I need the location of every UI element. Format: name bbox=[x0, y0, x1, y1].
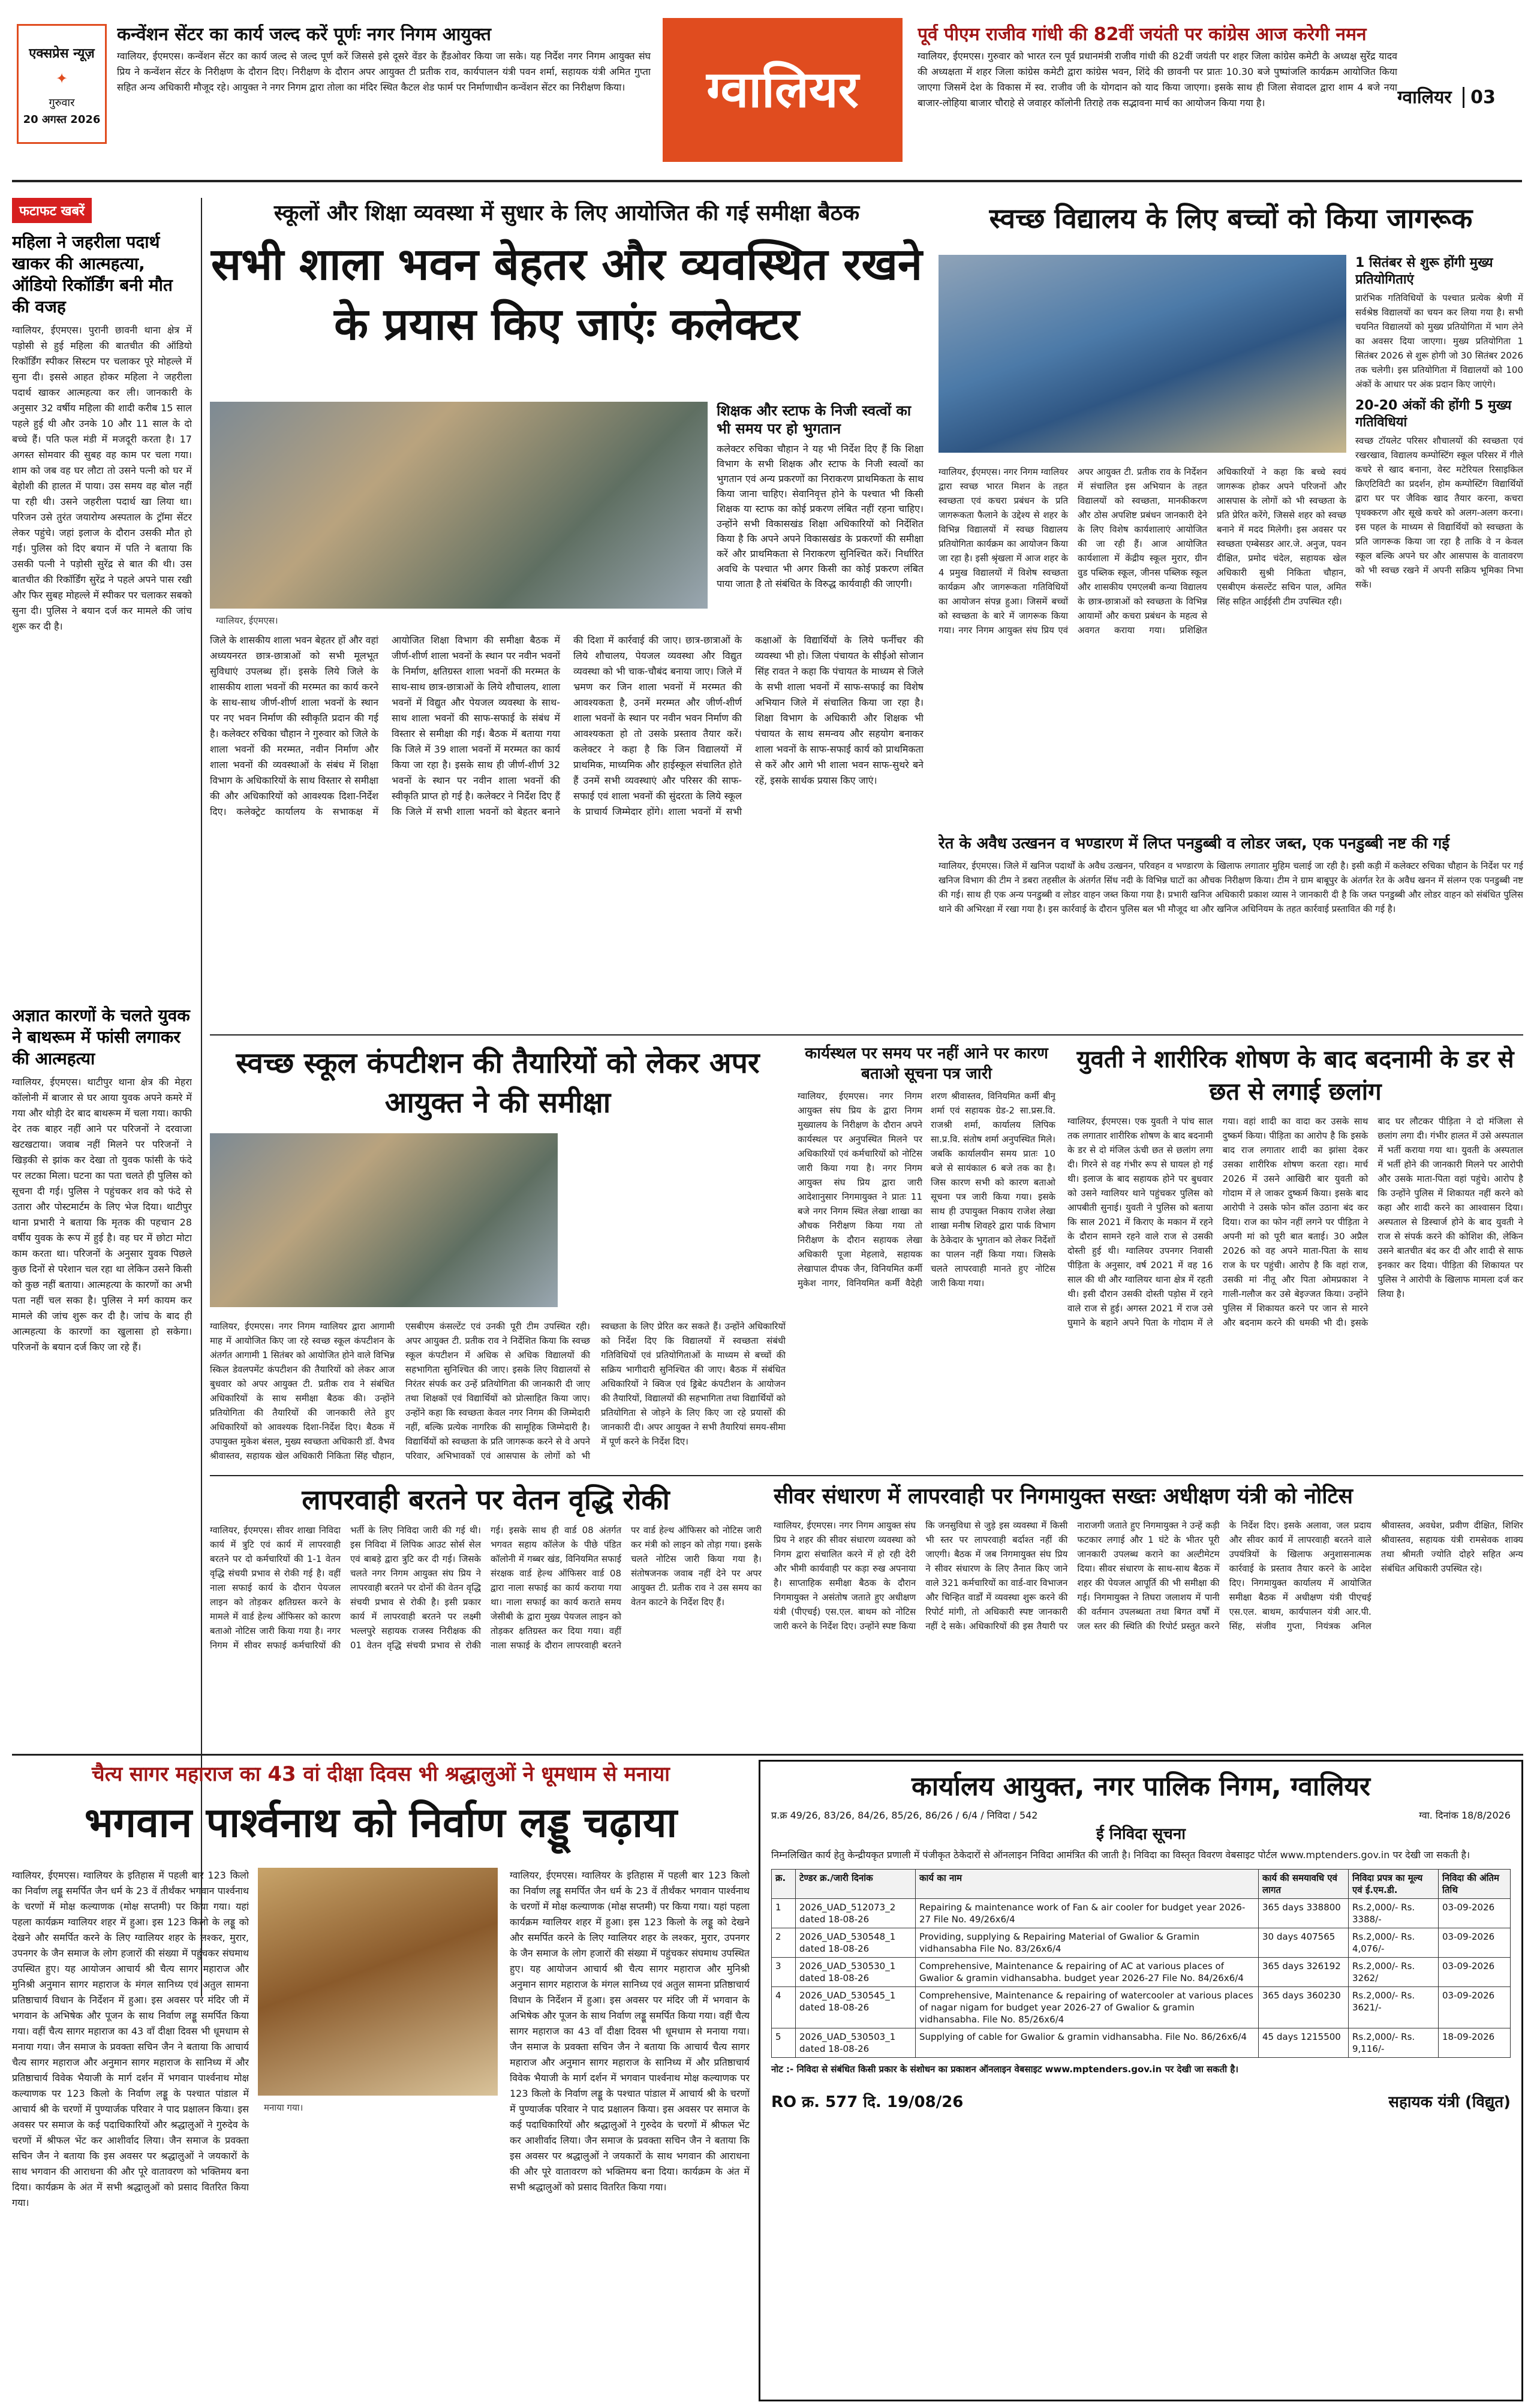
tender-cell: 03-09-2026 bbox=[1439, 1986, 1511, 2028]
main-headline: सभी शाला भवन बेहतर और व्यवस्थित रखने के प्रयास किए जाएंः कलेक्टर bbox=[211, 239, 922, 351]
workplace-story bbox=[798, 1043, 1055, 1469]
left-sidebar bbox=[12, 198, 192, 1997]
sewer-headline: सीवर संधारण में लापरवाही पर निगमायुक्त सख्तः अधीक्षण यंत्री को नोटिस bbox=[774, 1484, 1353, 1509]
tender-intro: निम्नलिखित कार्य हेतु केन्द्रीयकृत प्रणाली में पंजीकृत ठेकेदारों से ऑनलाइन निविदा आमंत्रित की जाती है। निविदा का विस्तृत विवरण वेबसाइट पोर्टल www.mptenders.gov.in पर देखी जा सकती है। bbox=[771, 1849, 1470, 1861]
tender-cell: Rs.2,000/- Rs. 3262/ bbox=[1349, 1957, 1439, 1986]
tender-cell: 3 bbox=[772, 1957, 796, 1986]
sidebar-tag: फटाफट खबरें bbox=[12, 198, 92, 223]
tender-cell: 03-09-2026 bbox=[1439, 1928, 1511, 1957]
tender-cell: Rs.2,000/- Rs. 3621/- bbox=[1349, 1986, 1439, 2028]
tender-cell: 45 days 1215500 bbox=[1259, 2028, 1349, 2057]
issue-day: गुरुवार bbox=[49, 97, 75, 109]
divider-3 bbox=[12, 1754, 1523, 1756]
competition-headline: स्वच्छ स्कूल कंपटीशन की तैयारियों को लेकर अपर आयुक्त ने की समीक्षा bbox=[236, 1046, 760, 1119]
swachh-text: ग्वालियर, ईएमएस। नगर निगम ग्वालियर द्वारा स्वच्छ भारत मिशन के तहत स्वच्छता एवं कचरा प्रबंधन के प्रति जागरूकता फैलाने के उद्देश्य से शहर के विभिन्न विद्यालयों में स्वच्छ विद्यालय प्रतियोगिता कार्यक्रम का आयोजन किया जा रहा है। इसी श्रृंखला में आज शहर के 4 प्रमुख विद्यालयों में विशेष स्वच्छता कार्यक्रम और जागरूकता गतिविधियों का आयोजन संपन्न हुआ। जिसमें बच्चों को स्वच्छता के बारे में जागरूक किया गया। नगर निगम आयुक्त संघ प्रिय एवं अपर आयुक्त टी. प्रतीक राव के निर्देशन में संचालित इस अभियान के तहत विद्यालयों को स्वच्छता, मानकीकरण और ठोस अपशिष्ट प्रबंधन जानकारी देने के लिए विशेष कार्यशालाएं आयोजित की जा रही हैं। आज आयोजित कार्यशाला में केंद्रीय स्कूल मुरार, ग्रीन वुड पब्लिक स्कूल, जीनस पब्लिक स्कूल और शासकीय एमएलबी कन्या विद्यालय के छात्र-छात्राओं को स्वच्छता के विभिन्न आयामों और कचरा प्रबंधन के महत्व से अवगत कराया गया। प्रशिक्षित अधिकारियों ने कहा कि बच्चे स्वयं जागरूक होकर अपने परिजनों और आसपास के लोगों को भी स्वच्छता के प्रति प्रेरित करेंगे, जिससे शहर को स्वच्छ बनाने में मदद मिलेगी। इस अवसर पर स्वच्छता एम्बेसडर आर.जे. अनुज, पवन दीक्षित, प्रमोद चंदेल, सहायक खेल अधिकारी सुश्री निकिता चौहान, एसबीएम कंसल्टेंट सचिन पाल, अमित सिंह सहित आईईसी टीम उपस्थित रही। bbox=[939, 466, 1346, 636]
tender-cell: 03-09-2026 bbox=[1439, 1957, 1511, 1986]
tender-row bbox=[772, 1898, 1511, 1928]
main-kicker: स्कूलों और शिक्षा व्यवस्था में सुधार के लिए आयोजित की गई समीक्षा बैठक bbox=[273, 201, 860, 225]
tender-note: नोट :- निविदा से संबंधित किसी प्रकार के संशोधन का प्रकाशन ऑनलाइन वेबसाइट www.mptenders.gov.in पर देखी जा सकती है। bbox=[771, 2063, 1239, 2075]
tender-ro: RO क्र. 577 दि. 19/08/26 bbox=[771, 2093, 964, 2111]
tender-cell: Rs.2,000/- Rs. 3388/- bbox=[1349, 1898, 1439, 1928]
main-sidebox-headline: शिक्षक और स्टाफ के निजी स्वत्वों का भी समय पर हो भुगतान bbox=[717, 402, 912, 437]
tender-col-header: निविदा प्रपत्र का मूल्य एवं ई.एम.डी. bbox=[1349, 1869, 1439, 1898]
tender-row bbox=[772, 2028, 1511, 2057]
tender-table-header bbox=[772, 1869, 1511, 1898]
page-number: 03 bbox=[1463, 87, 1496, 108]
main-caption: ग्वालियर, ईएमएस। bbox=[216, 615, 278, 626]
increment-text: ग्वालियर, ईएमएस। सीवर शाखा निविदा कार्य में त्रुटि एवं कार्य में लापरवाही बरतने पर दो कर्मचारियों की 1-1 वेतन वृद्धि संचयी प्रभाव से रोकी गई है। वहीं नाला सफाई कार्य के दौरान पेयजल लाइन को तोड़कर क्षतिग्रस्त करने के मामले में वार्ड हेल्थ ऑफिसर को कारण बताओ नोटिस जारी किया गया है। नगर निगम में सीवर सफाई कर्मचारियों की भर्ती के लिए निविदा जारी की गई थी। इस निविदा में लिपिक आउट सोर्स सेल एवं बाबड़े द्वारा त्रुटि कर दी गई। जिसके चलते नगर निगम आयुक्त संघ प्रिय ने लापरवाही बरतने पर दोनों की वेतन वृद्धि संचयी प्रभाव से रोकी है। इसी प्रकार कार्य में लापरवाही बरतने पर लक्ष्मी भल्लपुरे सहायक राजस्व निरीक्षक की 01 वेतन वृद्धि संचयी प्रभाव से रोकी गई। इसके साथ ही वार्ड 08 अंतर्गत भगवत सहाय कॉलेज के पीछे पंडित कॉलोनी में गब्बर खंड, विनियमित सफाई संरक्षक वार्ड हेल्थ ऑफिसर वार्ड 08 द्वारा नाला सफाई का कार्य कराया गया था। नाला सफाई का कार्य कराते समय जेसीबी के द्वारा मुख्य पेयजल लाइन को तोड़कर क्षतिग्रस्त कर दिया गया। वहीं नाला सफाई के दौरान लापरवाही बरतने पर वार्ड हेल्थ ऑफिसर को नोटिस जारी कर मंत्री को लाइन को तोड़ा गया। इसके चलते नोटिस जारी किया गया है। संतोषजनक जवाब नहीं देने पर अपर आयुक्त टी. प्रतीक राव ने उस समय का वेतन काटने के निर्देश दिए हैं। bbox=[210, 1525, 762, 1651]
tender-notice-title: ई निविदा सूचना bbox=[1096, 1825, 1186, 1843]
swachh-box-headline-2: 20-20 अंकों की होंगी 5 मुख्य गतिविधियां bbox=[1355, 398, 1512, 430]
city-name: ग्वालियर bbox=[706, 60, 859, 119]
tender-notice bbox=[759, 1760, 1523, 2401]
main-photo bbox=[210, 402, 708, 609]
nirvan-text-left: ग्वालियर, ईएमएस। ग्वालियर के इतिहास में पहली बार 123 किलो का निर्वाण लड्डू समर्पित जैन धर्म के 23 वें तीर्थंकर भगवान पार्श्वनाथ के चरणों में मोक्ष कल्याणक (मोक्ष सप्तमी) पर किया गया। यहां पहला कार्यक्रम ग्वालियर शहर में हुआ। इस 123 किलो के लड्डू को देखने और समर्पित करने के लिए ग्वालियर शहर के लश्कर, मुरार, उपनगर के जैन समाज के लोग हजारों की संख्या में पहुंचकर संघमाथ उपस्थित हुए। यह आयोजन आचार्य श्री चैत्य सागर महाराज और मुनिश्री अनुमान सागर महाराज के मंगल सानिध्य एवं अतुल सामना प्रतिष्ठाचार्य विधान के निर्देशन में हुआ। इस अवसर पर मंदिर जी में भगवान के अभिषेक और पूजन के साथ निर्वाण लड्डू समर्पित किया गया। वहीं चैत्य सागर महाराज का 43 वाँ दीक्षा दिवस भी धूमधाम से मनाया गया। जैन समाज के प्रवक्ता सचिन जैन ने बताया कि आचार्य चैत्य सागर महाराज और अनुमान सागर महाराज के सानिध्य में और प्रतिष्ठाचार्य विवेक भैयाजी के मार्ग दर्शन में भगवान पार्श्वनाथ मोक्ष कल्याणक पर 123 किलो के निर्वाण लड्डू के पश्चात पांडाल में आचार्य श्री के चरणों में पुण्यार्जक परिवार ने पाद प्रक्षालन किया। इस अवसर पर समाज के कई पदाधिकारियों और श्रद्धालुओं ने गुरुदेव के चरणों में श्रीफल भेंट कर आशीर्वाद लिया। जैन समाज के प्रवक्ता सचिन जैन ने बताया कि इस अवसर पर श्रद्धालुओं ने जयकारों के साथ भगवान की आराधना की और पूरे वातावरण को भक्तिमय बना दिया। कार्यक्रम के अंत में सभी श्रद्धालुओं को प्रसाद वितरित किया गया। bbox=[12, 1870, 249, 2208]
tender-cell: 2026_UAD_530503_1 dated 18-08-26 bbox=[796, 2028, 916, 2057]
workplace-text: ग्वालियर, ईएमएस। नगर निगम आयुक्त संघ प्रिय के द्वारा निगम मुख्यालय के निरीक्षण के दौरान अपने कार्यस्थल पर अनुपस्थित मिलने पर अधिकारियों एवं कर्मचारियों को नोटिस जारी किया गया है। नगर निगम आयुक्त संघ प्रिय द्वारा जारी आदेशानुसार निगमायुक्त ने प्रातः 11 बजे नगर निगम स्थित लेखा शाखा का औचक निरीक्षण किया गया तो निरीक्षण के दौरान सहायक लेखा अधिकारी पूजा मेहलावे, सहायक लेखापाल दीपक जैन, विनियमित कर्मी मुकेश नागर, विनियमित कर्मी वैदेही शरण श्रीवास्तव, विनियमित कर्मी बीनू शर्मा एवं सहायक ग्रेड-2 सा.प्रस.वि. राजश्री शर्मा, कार्यालय लिपिक सा.प्र.वि. संतोष शर्मा अनुपस्थित मिले। जबकि कार्यालयीन समय प्रातः 10 बजे से सायंकाल 6 बजे तक का है। जिस कारण सभी को कारण बताओ सूचना पत्र जारी किया गया। इसके साथ ही उपायुक्त निकाय राजेश लेखा शाखा मनीष शिवहरे द्वारा पार्क विभाग के ठेकेदार के भुगतान को लेकर निर्देशों का पालन नहीं किया गया। जिसके चलते लापरवाही मानते हुए नोटिस जारी किया गया। bbox=[798, 1091, 1055, 1289]
tender-cell: Rs.2,000/- Rs. 9,116/- bbox=[1349, 2028, 1439, 2057]
tender-cell: 1 bbox=[772, 1898, 796, 1928]
main-sidebox-text: कलेक्टर रुचिका चौहान ने यह भी निर्देश दिए हैं कि शिक्षा विभाग के सभी शिक्षक और स्टाफ के निजी स्वत्वों का भुगतान एवं अन्य प्रकरणों का निराकरण प्राथमिकता के साथ किया जाना चाहिए। सेवानिवृत्त होने के पश्चात भी किसी शिक्षक या स्टाफ का कोई प्रकरण लंबित नहीं रहना चाहिए। उन्होंने सभी विकासखंड शिक्षा अधिकारियों को निर्देशित किया है कि अपने अपने विकासखंड के प्रकरणों की समीक्षा करें और प्राथमिकता से निराकरण सुनिश्चित करें। निर्धारित अवधि के पश्चात भी अगर किसी का कोई प्रकरण लंबित पाया जाता है तो संबंधित के विरुद्ध कार्यवाही की जाएगी। bbox=[717, 443, 924, 589]
sidebar-headline-2: अज्ञात कारणों के चलते युवक ने बाथरूम में फांसी लगाकर की आत्महत्या bbox=[12, 1006, 190, 1068]
masthead bbox=[0, 0, 1534, 192]
brand-name: एक्सप्रेस न्यूज़ bbox=[29, 46, 95, 61]
tender-cell: Comprehensive, Maintenance & repairing of watercooler at various places of nagar nigam for budget year 2026-27 of Gwalior & gramin vidhansabha. File No. 85/26x6/4 bbox=[916, 1986, 1259, 2028]
tender-col-header: टेण्डर क्र./जारी दिनांक bbox=[796, 1869, 916, 1898]
tender-col-header: कार्य का नाम bbox=[916, 1869, 1259, 1898]
tender-cell: 18-09-2026 bbox=[1439, 2028, 1511, 2057]
page-label bbox=[1397, 84, 1523, 120]
top-left-text: ग्वालियर, ईएमएस। कन्वेंशन सेंटर का कार्य जल्द से जल्द पूर्ण करें जिससे इसे दूसरे वेंडर के हैंडओवर किया जा सके। यह निर्देश नगर निगम आयुक्त संघ प्रिय ने कन्वेंशन सेंटर के निरीक्षण के दौरान दिए। निरीक्षण के दौरान अपर आयुक्त टी प्रतीक राव, कार्यपालन यंत्री पवन शर्मा, सहायक यंत्री अमित गुप्ता सहित अन्य अधिकारी मौजूद रहे। आयुक्त ने नगर निगम द्वारा तोला का मंदिर स्थित कैटल शेड फार्म पर निर्माणाधीन कन्वेंशन सेंटर का निरीक्षण किया। bbox=[117, 50, 651, 94]
swachh-photo bbox=[939, 255, 1346, 453]
tender-title: कार्यालय आयुक्त, नगर पालिक निगम, ग्वालियर bbox=[911, 1771, 1371, 1802]
tender-table bbox=[771, 1869, 1511, 2058]
tender-cell: 365 days 338800 bbox=[1259, 1898, 1349, 1928]
divider-1 bbox=[210, 1034, 1523, 1036]
assault-headline: युवती ने शारीरिक शोषण के बाद बदनामी के डर से छत से लगाई छलांग bbox=[1076, 1046, 1514, 1106]
swachh-box-headline-1: 1 सितंबर से शुरू होंगी मुख्य प्रतियोगिताएं bbox=[1355, 255, 1493, 287]
tender-cell: Rs.2,000/- Rs. 4,076/- bbox=[1349, 1928, 1439, 1957]
divider-2 bbox=[210, 1475, 1523, 1476]
sidebar-headline-1: महिला ने जहरीला पदार्थ खाकर की आत्महत्या, ऑडियो रिकॉर्डिंग बनी मौत की वजह bbox=[12, 232, 173, 317]
tender-col-header: निविदा की अंतिम तिथि bbox=[1439, 1869, 1511, 1898]
nirvan-text-right: ग्वालियर, ईएमएस। ग्वालियर के इतिहास में पहली बार 123 किलो का निर्वाण लड्डू समर्पित जैन धर्म के 23 वें तीर्थंकर भगवान पार्श्वनाथ के चरणों में मोक्ष कल्याणक (मोक्ष सप्तमी) पर किया गया। यहां पहला कार्यक्रम ग्वालियर शहर में हुआ। इस 123 किलो के लड्डू को देखने और समर्पित करने के लिए ग्वालियर शहर के लश्कर, मुरार, उपनगर के जैन समाज के लोग हजारों की संख्या में पहुंचकर संघमाथ उपस्थित हुए। यह आयोजन आचार्य श्री चैत्य सागर महाराज और मुनिश्री अनुमान सागर महाराज के मंगल सानिध्य एवं अतुल सामना प्रतिष्ठाचार्य विधान के निर्देशन में हुआ। इस अवसर पर मंदिर जी में भगवान के अभिषेक और पूजन के साथ निर्वाण लड्डू समर्पित किया गया। वहीं चैत्य सागर महाराज का 43 वाँ दीक्षा दिवस भी धूमधाम से मनाया गया। जैन समाज के प्रवक्ता सचिन जैन ने बताया कि आचार्य चैत्य सागर महाराज और अनुमान सागर महाराज के सानिध्य में और प्रतिष्ठाचार्य विवेक भैयाजी के मार्ग दर्शन में भगवान पार्श्वनाथ मोक्ष कल्याणक पर 123 किलो के निर्वाण लड्डू के पश्चात पांडाल में आचार्य श्री के चरणों में पुण्यार्जक परिवार ने पाद प्रक्षालन किया। इस अवसर पर समाज के कई पदाधिकारियों और श्रद्धालुओं ने गुरुदेव के चरणों में श्रीफल भेंट कर आशीर्वाद लिया। जैन समाज के प्रवक्ता सचिन जैन ने बताया कि इस अवसर पर श्रद्धालुओं ने जयकारों के साथ भगवान की आराधना की और पूरे वातावरण को भक्तिमय बना दिया। कार्यक्रम के अंत में सभी श्रद्धालुओं को प्रसाद वितरित किया गया। bbox=[510, 1870, 750, 2193]
main-story bbox=[210, 201, 924, 1025]
sand-story bbox=[939, 833, 1523, 1031]
city-label: ग्वालियर bbox=[1397, 87, 1452, 108]
sidebar-divider bbox=[201, 198, 202, 1997]
swachh-sidebox bbox=[1355, 255, 1523, 782]
nirvan-kicker: चैत्य सागर महाराज का 43 वां दीक्षा दिवस भी श्रद्धालुओं ने धूमधाम से मनाया bbox=[92, 1762, 670, 1786]
tender-ref-left: प्र.क्र 49/26, 83/26, 84/26, 85/26, 86/26 / 6/4 / निविदा / 542 bbox=[771, 1810, 1038, 1821]
swachh-box-text-1: प्रारंभिक गतिविधियों के पश्चात प्रत्येक श्रेणी में सर्वश्रेष्ठ विद्यालयों का चयन कर लिया गया है। सभी चयनित विद्यालयों को मुख्य प्रतियोगिता में भाग लेने का अवसर दिया जाएगा। मुख्य प्रतियोगिता 1 सितंबर 2026 से शुरू होगी जो 30 सितंबर 2026 तक चलेगी। इस प्रतियोगिता में विद्यालयों को 100 अंकों के आधार पर अंक प्रदान किए जाएंगे। bbox=[1355, 293, 1523, 390]
swachh-headline: स्वच्छ विद्यालय के लिए बच्चों को किया जागरूक bbox=[989, 202, 1473, 234]
tender-footer bbox=[771, 2090, 1511, 2112]
masthead-rule bbox=[12, 180, 1522, 182]
tender-table-body bbox=[772, 1898, 1511, 2057]
tender-ref-right: ग्वा. दिनांक 18/8/2026 bbox=[1419, 1810, 1511, 1821]
sewer-story bbox=[774, 1481, 1523, 1745]
tender-col-header: कार्य की समयावधि एवं लागत bbox=[1259, 1869, 1349, 1898]
tender-cell: 2 bbox=[772, 1928, 796, 1957]
sand-headline: रेत के अवैध उत्खनन व भण्डारण में लिप्त पनडुब्बी व लोडर जब्त, एक पनडुब्बी नष्ट की गई bbox=[939, 835, 1450, 853]
sidebar-text-2: ग्वालियर, ईएमएस। थाटीपुर थाना क्षेत्र की मेहरा कॉलोनी में बाजार से घर आया युवक अपने कमरे में गया और थोड़ी देर बाद बाथरूम में चला गया। काफी देर तक बाहर नहीं आने पर परिजनों ने दरवाजा खटखटाया। जवाब नहीं मिलने पर परिजनों ने खिड़की से झांक कर देखा तो युवक फांसी के फंदे पर लटका मिला। घटना का पता चलते ही पुलिस को सूचना दी गई। पुलिस ने पहुंचकर शव को फंदे से उतारा और पोस्टमार्टम के लिए भेज दिया। थाटीपुर थाना प्रभारी ने बताया कि मृतक की पहचान 28 वर्षीय युवक के रूप में हुई है। वह घर में छोटा मोटा काम करता था। परिजनों के अनुसार युवक पिछले कुछ दिनों से परेशान चल रहा था लेकिन उसने किसी को कुछ नहीं बताया। आत्महत्या के कारणों का अभी पता नहीं चल सका है। पुलिस ने मर्ग कायम कर मामले की जांच शुरू कर दी है। जांच के बाद ही आत्महत्या के कारणों का खुलासा हो सकेगा। परिजनों के बयान दर्ज किए जा रहे हैं। bbox=[12, 1076, 192, 1353]
tender-cell: 2026_UAD_530530_1 dated 18-08-26 bbox=[796, 1957, 916, 1986]
tender-row bbox=[772, 1928, 1511, 1957]
tender-cell: 365 days 360230 bbox=[1259, 1986, 1349, 2028]
nirvan-story bbox=[12, 1760, 750, 2401]
tender-cell: Comprehensive, Maintenance & repairing of AC at various places of Gwalior & gramin vidhansabha. budget year 2026-27 File No. 84/26x6/4 bbox=[916, 1957, 1259, 1986]
competition-text: ग्वालियर, ईएमएस। नगर निगम ग्वालियर द्वारा आगामी माह में आयोजित किए जा रहे स्वच्छ स्कूल कंपटीशन के अंतर्गत आगामी 1 सितंबर को आयोजित होने वाले विभिन्न स्किल डेवलपमेंट कंपटीशन की तैयारियों को लेकर आज बुधवार को अपर आयुक्त टी. प्रतीक राव ने संबंधित अधिकारियों के साथ समीक्षा बैठक की। उन्होंने प्रतियोगिता की तैयारियों की जानकारी लेते हुए अधिकारियों को आवश्यक दिशा-निर्देश दिए। बैठक में उपायुक्त मुकेश बंसल, मुख्य स्वच्छता अधिकारी डॉ. वैभव श्रीवास्तव, सहायक खेल अधिकारी निकिता सिंह चौहान, एसबीएम कंसल्टेंट एवं उनकी पूरी टीम उपस्थित रही। अपर आयुक्त टी. प्रतीक राव ने निर्देशित किया कि स्वच्छ स्कूल कंपटीशन में अधिक से अधिक विद्यालयों की सहभागिता सुनिश्चित की जाए। इसके लिए विद्यालयों से निरंतर संपर्क कर उन्हें प्रतियोगिता की जानकारी दी जाए तथा शिक्षकों एवं विद्यार्थियों को प्रोत्साहित किया जाए। उन्होंने कहा कि स्वच्छता केवल नगर निगम की जिम्मेदारी नहीं, बल्कि प्रत्येक नागरिक की सामूहिक जिम्मेदारी है। विद्यार्थियों को स्वच्छता के प्रति जागरूक करने से वे अपने परिवार, अभिभावकों एवं आसपास के लोगों को भी स्वच्छता के लिए प्रेरित कर सकते हैं। उन्होंने अधिकारियों को निर्देश दिए कि विद्यालयों में स्वच्छता संबंधी गतिविधियों एवं प्रतियोगिताओं के माध्यम से बच्चों की सक्रिय भागीदारी सुनिश्चित की जाए। बैठक में संबंधित अधिकारियों ने क्विज एवं ड्रिबेट कंपटीशन के आयोजन की तैयारियों, विद्यालयों की सहभागिता तथा विद्यार्थियों को प्रतियोगिता से जोड़ने के लिए किए जा रहे प्रयासों की जानकारी दी। अपर आयुक्त ने सभी तैयारियां समय-सीमा में पूर्ण करने के निर्देश दिए। bbox=[210, 1321, 786, 1461]
tender-cell: 5 bbox=[772, 2028, 796, 2057]
tender-cell: Providing, supplying & Repairing Material of Gwalior & Gramin vidhansabha File No. 83/26x6/4 bbox=[916, 1928, 1259, 1957]
city-banner bbox=[663, 18, 903, 162]
tender-col-header: क्र. bbox=[772, 1869, 796, 1898]
sand-text: ग्वालियर, ईएमएस। जिले में खनिज पदार्थों के अवैध उत्खनन, परिवहन व भण्डारण के खिलाफ लगातार मुहिम चलाई जा रही है। इसी कड़ी में कलेक्टर रुचिका चौहान के निर्देश पर गई खनिज विभाग की टीम ने डबरा तहसील के अंतर्गत सिंध नदी के विभिन्न घाटों का औचक निरीक्षण किया। टीम ने ग्राम बाबूपुर के अंतर्गत रेत के अवैध खनन में संलग्न एक पनडुब्बी नष्ट की गई। साथ ही एक अन्य पनडुब्बी व लोडर वाहन जब्त किया गया है। प्रभारी खनिज अधिकारी प्रकाश व्यास ने जानकारी दी है कि जब्त पनडुब्बी और लोडर वाहन को संबंधित पुलिस थाने की अभिरक्षा में रखा गया है। इस कार्रवाई के दौरान पुलिस बल भी मौजूद था और खनिज अधिनियम के तहत कार्रवाई प्रस्तावित की गई है। bbox=[939, 860, 1523, 914]
tender-cell: 03-09-2026 bbox=[1439, 1898, 1511, 1928]
top-left-headline: कन्वेंशन सेंटर का कार्य जल्द करें पूर्णः नगर निगम आयुक्त bbox=[117, 24, 491, 45]
main-text: जिले के शासकीय शाला भवन बेहतर हों और वहां अध्ययनरत छात्र-छात्राओं को सभी मूलभूत सुविधाएं उपलब्ध हों। इसके लिये जिले के शासकीय शाला भवनों की मरम्मत का कार्य करने के साथ-साथ जीर्ण-शीर्ण शाला भवनों के स्थान पर नए भवन निर्माण की स्वीकृति प्रदान की गई है। कलेक्टर रुचिका चौहान ने गुरुवार को जिले के शाला भवनों की मरम्मत, नवीन निर्माण और शाला भवनों की व्यवस्थाओं के संबंध में शिक्षा विभाग के अधिकारियों के साथ विस्तार से समीक्षा की और अधिकारियों को आवश्यक दिशा-निर्देश दिए। कलेक्ट्रेट कार्यालय के सभाकक्ष में आयोजित शिक्षा विभाग की समीक्षा बैठक में जीर्ण-शीर्ण शाला भवनों के स्थान पर नवीन भवनों के निर्माण, क्षतिग्रस्त शाला भवनों की मरम्मत के साथ-साथ छात्र-छात्राओं के लिये शौचालय, शाला भवनों में विद्युत और पेयजल व्यवस्था के साथ-साथ शाला भवनों की साफ-सफाई के संबंध में विस्तार से समीक्षा की गई। बैठक में बताया गया कि जिले में 39 शाला भवनों में मरम्मत का कार्य किया जा रहा है। इसके साथ ही जीर्ण-शीर्ण 32 भवनों के स्थान पर नवीन शाला भवनों की स्वीकृति प्राप्त हो गई है। कलेक्टर ने निर्देश दिए हैं कि जिले में सभी शाला भवनों को बेहतर बनाने की दिशा में कार्रवाई की जाए। छात्र-छात्राओं के लिये शौचालय, पेयजल व्यवस्था और विद्युत व्यवस्था को भी चाक-चौबंद बनाया जाए। जिले में भ्रमण कर जिन शाला भवनों में मरम्मत की आवश्यकता है, उनमें मरम्मत और जीर्ण-शीर्ण शाला भवनों के स्थान पर नवीन भवन निर्माण की आवश्यकता हो तो उसके प्रस्ताव तैयार करें। कलेक्टर ने कहा है कि जिन विद्यालयों में प्राथमिक, माध्यमिक और हाईस्कूल संचालित होते हैं उनमें सभी व्यवस्थाएं और परिसर की साफ-सफाई एवं शाला भवनों की सुंदरता के लिये स्कूल के प्राचार्य जिम्मेदार होंगे। शाला भवनों में सभी कक्षाओं के विद्यार्थियों के लिये फर्नीचर की व्यवस्था भी हो। जिला पंचायत के सीईओ सोजान सिंह रावत ने कहा कि पंचायत के माध्यम से जिले के सभी शाला भवनों में साफ-सफाई का विशेष अभियान जिले में संचालित किया जा रहा है। शिक्षा विभाग के अधिकारी और शिक्षक भी पंचायत के साथ समन्वय और सहयोग बनाकर शाला भवनों के साफ-सफाई कार्य को प्राथमिकता से करें और आगे भी शाला भवन साफ-सुथरे बने रहें, इसके सार्थक प्रयास किए जाएं। bbox=[210, 634, 924, 817]
tender-row bbox=[772, 1986, 1511, 2028]
tender-signature: सहायक यंत्री (विद्युत) bbox=[1388, 2093, 1511, 2111]
nirvan-headline: भगवान पार्श्वनाथ को निर्वाण लड्डू चढ़ाया bbox=[84, 1799, 678, 1847]
tender-cell: 30 days 407565 bbox=[1259, 1928, 1349, 1957]
tender-cell: 2026_UAD_512073_2 dated 18-08-26 bbox=[796, 1898, 916, 1928]
sewer-text: ग्वालियर, ईएमएस। नगर निगम आयुक्त संघ प्रिय ने शहर की सीवर संधारण व्यवस्था को निगम द्वारा संचालित करने में हो रही देरी और भीमी कार्यवाही पर कड़ा रुख अपनाया है। साप्ताहिक समीक्षा बैठक के दौरान निगमायुक्त ने असंतोष जताते हुए अधीक्षण यंत्री (पीएचई) एस.एल. बाथम को नोटिस जारी करने के निर्देश दिए। उन्होंने स्पष्ट किया कि जनसुविधा से जुड़े इस व्यवस्था में किसी भी स्तर पर लापरवाही बर्दाश्त नहीं की जाएगी। बैठक में जब निगमायुक्त संघ प्रिय ने सीवर संधारण के लिए तैनात किए जाने वाले 321 कर्मचारियों का वार्ड-वार विभाजन और चिन्हित वार्डों में व्यवस्था शुरू करने की रिपोर्ट मांगी, तो अधिकारी स्पष्ट जानकारी नहीं दे सके। अधिकारियों की इस तैयारी पर नाराजगी जताते हुए निगमायुक्त ने उन्हें कड़ी फटकार लगाई और 1 घंटे के भीतर पूरी जानकारी उपलब्ध कराने का अल्टीमेटम दिया। सीवर संधारण के साथ-साथ बैठक में शहर की पेयजल आपूर्ति की भी समीक्षा की गई। निगमायुक्त ने तिघरा जलाशय में पानी की वर्तमान उपलब्धता तथा बिगत वर्षों में जल स्तर की स्थिति की रिपोर्ट प्रस्तुत करने के निर्देश दिए। इसके अलावा, जल प्रदाय और सीवर कार्य में लापरवाही बरतने वाले उपयंत्रियों के खिलाफ अनुशासनात्मक कार्रवाई के प्रस्ताव तैयार करने के आदेश दिए। निगमायुक्त कार्यालय में आयोजित समीक्षा बैठक में अधीक्षण यंत्री पीएचई एस.एल. बाथम, कार्यपालन यंत्री आर.पी. सिंह, संजीव गुप्ता, नियंत्रक अनिल श्रीवास्तव, अवधेश, प्रवीण दीक्षित, शिशिर श्रीवास्तव, सहायक यंत्री रामसेवक शाक्य तथा श्रीमती ज्योति दोहरे सहित अन्य संबंधित अधिकारी उपस्थित रहे। bbox=[774, 1520, 1523, 1632]
nirvan-photo bbox=[258, 1868, 498, 2096]
brand-logo-icon: ✦ bbox=[55, 70, 68, 87]
tender-row bbox=[772, 1957, 1511, 1986]
competition-story bbox=[210, 1043, 786, 1469]
assault-text: ग्वालियर, ईएमएस। एक युवती ने पांच साल तक लगातार शारीरिक शोषण के बाद बदनामी के डर से दो मंजिल ऊंची छत से छलांग लगा दी। गिरने से वह गंभीर रूप से घायल हो गई थी। इलाज के बाद सहायक होने पर बुधवार को उसने ग्वालियर थाने पहुंचकर पुलिस को आपबीती सुनाई। युवती ने पुलिस को बताया कि साल 2021 में किराए के मकान में रहने के दौरान सामने रहने वाले राज से उसकी दोस्ती हुई थी। ग्वालियर उपनगर निवासी पीड़िता के अनुसार, वर्ष 2021 में वह 16 साल की थी और ग्वालियर थाना क्षेत्र में रहती थी। इसी दौरान उसकी दोस्ती पड़ोस में रहने वाले राज से हुई। अगस्त 2021 में राज उसे घुमाने के बहाने अपने पिता के गोदाम में ले गया। वहां शादी का वादा कर उसके साथ दुष्कर्म किया। पीड़िता का आरोप है कि इसके बाद राज लगातार शादी का झांसा देकर उसका शारीरिक शोषण करता रहा। मार्च 2026 में उसने आखिरी बार युवती को गोदाम में ले जाकर दुष्कर्म किया। इसके बाद आरोपी ने उसके फोन कॉल उठाना बंद कर दिया। राज का फोन नहीं लगने पर पीड़िता ने अपनी मां को पूरी बात बताई। 30 अप्रैल 2026 को वह अपने माता-पिता के साथ राज के घर पहुंची। आरोप है कि वहां राज, उसकी मां नीतू और पिता ओमप्रकाश ने गाली-गलौज कर उसे बेइज्जत किया। उन्होंने पुलिस में शिकायत करने पर जान से मारने और बदनाम करने की धमकी भी दी। इसके बाद घर लौटकर पीड़िता ने दो मंजिला से छलांग लगा दी। गंभीर हालत में उसे अस्पताल में भर्ती कराया गया था। युवती के अस्पताल में भर्ती होने की जानकारी मिलने पर आरोपी और उसके माता-पिता वहां पहुंचे। आरोप है कि उन्होंने पुलिस में शिकायत नहीं करने को कहा और शादी करने का आश्वासन दिया। अस्पताल से डिस्चार्ज होने के बाद युवती ने राज से संपर्क करने की कोशिश की, लेकिन उसने बातचीत बंद कर दी और शादी से साफ इनकार कर दिया। पीड़िता की शिकायत पर पुलिस ने आरोपी के खिलाफ मामला दर्ज कर लिया है। bbox=[1067, 1116, 1523, 1328]
workplace-headline: कार्यस्थल पर समय पर नहीं आने पर कारण बताओ सूचना पत्र जारी bbox=[805, 1045, 1048, 1083]
tender-cell: Supplying of cable for Gwalior & gramin vidhansabha. File No. 86/26x6/4 bbox=[916, 2028, 1259, 2057]
top-right-headline: पूर्व पीएम राजीव गांधी की 82वीं जयंती पर कांग्रेस आज करेगी नमन bbox=[918, 24, 1367, 45]
issue-date: 20 अगस्त 2026 bbox=[23, 113, 101, 126]
tender-cell: 365 days 326192 bbox=[1259, 1957, 1349, 1986]
tender-cell: 4 bbox=[772, 1986, 796, 2028]
top-left-story bbox=[117, 24, 651, 150]
nirvan-caption: मनाया गया। bbox=[264, 2102, 303, 2113]
brand-box bbox=[17, 24, 107, 144]
tender-cell: 2026_UAD_530545_1 dated 18-08-26 bbox=[796, 1986, 916, 2028]
tender-cell: 2026_UAD_530548_1 dated 18-08-26 bbox=[796, 1928, 916, 1957]
swachh-story bbox=[939, 201, 1523, 830]
top-right-story bbox=[918, 24, 1397, 150]
increment-headline: लापरवाही बरतने पर वेतन वृद्धि रोकी bbox=[302, 1483, 670, 1516]
tender-cell: Repairing & maintenance work of Fan & air cooler for budget year 2026-27 File No. 49/26x6/4 bbox=[916, 1898, 1259, 1928]
sidebar-text-1: ग्वालियर, ईएमएस। पुरानी छावनी थाना क्षेत्र में पड़ोसी से हुई महिला की बातचीत की ऑडियो रिकॉर्डिंग स्पीकर सिस्टम पर चलाकर पूरे मोहल्ले में सुना दी। इससे आहत होकर महिला ने जहरीला पदार्थ खाकर आत्महत्या कर ली। जानकारी के अनुसार 32 वर्षीय महिला की शादी करीब 15 साल पहले हुई थी और उनके 10 और 11 साल के दो बच्चे हैं। पति फल मंडी में मजदूरी करता है। 17 अगस्त सोमवार की सुबह वह काम पर चला गया। शाम को जब वह घर लौटा तो उसने पत्नी को घर में बेहोशी की हालत में पाया। उस समय वह बोल नहीं पा रही थी। उसने जहरीला पदार्थ खा लिया था। परिजन उसे तुरंत जयारोग्य अस्पताल के ट्रॉमा सेंटर लेकर पहुंचे। जहां इलाज के दौरान उसकी मौत हो गई। पुलिस को दिए बयान में पति ने बताया कि उसकी पत्नी ने पड़ोसी सुरेंद्र से बात की थी। उस बातचीत की रिकॉर्डिंग सुरेंद्र ने पहले अपने पास रखी और फिर सुबह मोहल्ले में स्पीकर पर चलाकर सबको सुना दी। पुलिस ने बयान दर्ज कर मामले की जांच शुरू कर दी है। bbox=[12, 324, 192, 632]
top-right-text: ग्वालियर, ईएमएस। गुरुवार को भारत रत्न पूर्व प्रधानमंत्री राजीव गांधी की 82वीं जयंती पर शहर जिला कांग्रेस कमेटी के अध्यक्ष सुरेंद्र यादव की अध्यक्षता में शहर जिला कांग्रेस कमेटी द्वारा कांग्रेस भवन, शिंदे की छावनी पर प्रातः 10.30 बजे पुष्पांजलि कार्यक्रम आयोजित किया जाएगा जिसमें देश के विकास में स्व. राजीव जी के योगदान को याद किया जाएगा। इसके साथ ही जिला सेवादल द्वारा शाम 4 बजे नया बाजार-लोहिया बाजार चौराहे से जवाहर कॉलोनी तिराहे तक सद्भावना मार्च का आयोजन किया गया है। bbox=[918, 50, 1397, 109]
assault-story bbox=[1067, 1043, 1523, 1469]
swachh-box-text-2: स्वच्छ टॉयलेट परिसर शौचालयों की स्वच्छता एवं रखरखाव, विद्यालय कम्पोस्टिंग स्कूल परिसर में गीले कचरे से खाद बनाना, वेस्ट मटेरियल रिसाइकिल क्रिएटिविटी का प्रदर्शन, होम कम्पोस्टिंग विद्यार्थियों द्वारा घर पर जैविक खाद तैयार करना, कचरा पृथक्करण और सूखे कचरे को अलग-अलग करना। इस पहल के माध्यम से विद्यार्थियों को स्वच्छता के प्रति जागरूक किया जा रहा है ताकि वे न केवल स्कूल बल्कि अपने घर और आसपास के वातावरण को भी स्वच्छ रखने में अपनी सक्रिय भूमिका निभा सकें। bbox=[1355, 435, 1523, 590]
increment-story bbox=[210, 1481, 762, 1745]
tender-ref-row bbox=[771, 1808, 1511, 1822]
